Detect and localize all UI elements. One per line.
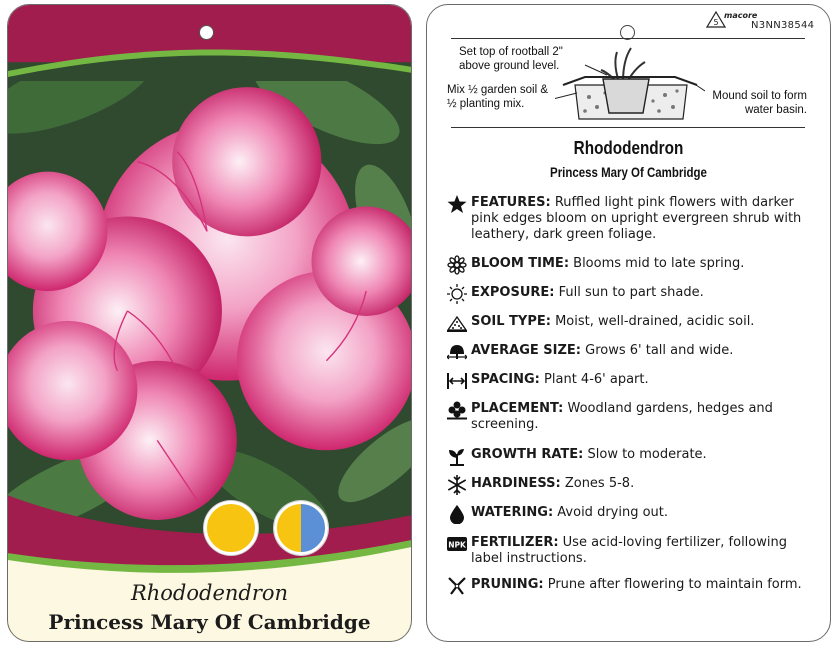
back-tag [426, 4, 831, 642]
attribute-value: Avoid drying out. [557, 505, 669, 520]
attribute-value: Full sun to part shade. [558, 285, 704, 300]
attribute-label: SPACING: [471, 372, 540, 387]
spacing-icon [447, 371, 467, 391]
attribute-label: PLACEMENT: [471, 401, 564, 416]
planting-diagram [555, 27, 705, 125]
attribute-value: Grows 6' tall and wide. [585, 343, 734, 358]
attribute-label: EXPOSURE: [471, 285, 555, 300]
water-drop-icon [447, 504, 467, 524]
attribute-value: Prune after flowering to maintain form. [547, 577, 802, 592]
product-code: N3NN38544 [751, 20, 815, 31]
attribute-value: Woodland gardens, hedges and screening. [471, 401, 773, 432]
attribute-value: Slow to moderate. [587, 447, 707, 462]
front-genus: Rhododendron [130, 581, 289, 605]
placement-icon [447, 400, 467, 420]
attribute-label: BLOOM TIME: [471, 256, 570, 271]
flower-icon [447, 255, 467, 275]
back-cultivar: Princess Mary Of Cambridge [550, 165, 707, 180]
back-genus: Rhododendron [573, 138, 684, 158]
attribute-value: Use acid-loving fertilizer, following label instructions. [471, 535, 787, 566]
part-shade-icon [274, 501, 328, 555]
attribute-label: WATERING: [471, 505, 554, 520]
sun-icon [447, 284, 467, 304]
flower-photo [8, 61, 411, 553]
recycle-number: 5 [713, 18, 719, 27]
brand-logo: macore [724, 11, 758, 20]
attribute-label: FERTILIZER: [471, 535, 559, 550]
front-tag [7, 4, 412, 642]
attribute-value: Ruffled light pink flowers with darker pink edges bloom on upright evergreen shrub with leathery, dark green foliage. [471, 195, 802, 242]
set-top-note: Set top of rootball 2" above ground level. [459, 46, 563, 72]
star-icon [447, 194, 467, 214]
front-cultivar: Princess Mary Of Cambridge [48, 610, 371, 634]
attribute-label: GROWTH RATE: [471, 447, 584, 462]
npk-icon [447, 534, 467, 554]
attribute-label: AVERAGE SIZE: [471, 343, 581, 358]
snowflake-icon [447, 475, 467, 495]
shrub-size-icon [447, 342, 467, 362]
full-sun-icon [204, 501, 258, 555]
recycle-icon [706, 11, 726, 29]
attribute-label: FEATURES: [471, 195, 551, 210]
divider [451, 127, 805, 128]
mound-note: Mound soil to form water basin. [712, 90, 807, 116]
hang-hole [199, 25, 214, 40]
soil-icon [447, 313, 467, 333]
top-stripe [8, 41, 412, 81]
attribute-label: HARDINESS: [471, 476, 561, 491]
growth-icon [447, 446, 467, 466]
attribute-value: Plant 4-6' apart. [544, 372, 649, 387]
attribute-value: Blooms mid to late spring. [573, 256, 745, 271]
attribute-value: Moist, well-drained, acidic soil. [555, 314, 755, 329]
attribute-label: PRUNING: [471, 577, 544, 592]
pruners-icon [447, 576, 467, 596]
svg-text:NPK: NPK [448, 540, 466, 550]
attribute-value: Zones 5-8. [564, 476, 635, 491]
mix-note: Mix ½ garden soil & ½ planting mix. [447, 84, 548, 110]
attribute-label: SOIL TYPE: [471, 314, 551, 329]
